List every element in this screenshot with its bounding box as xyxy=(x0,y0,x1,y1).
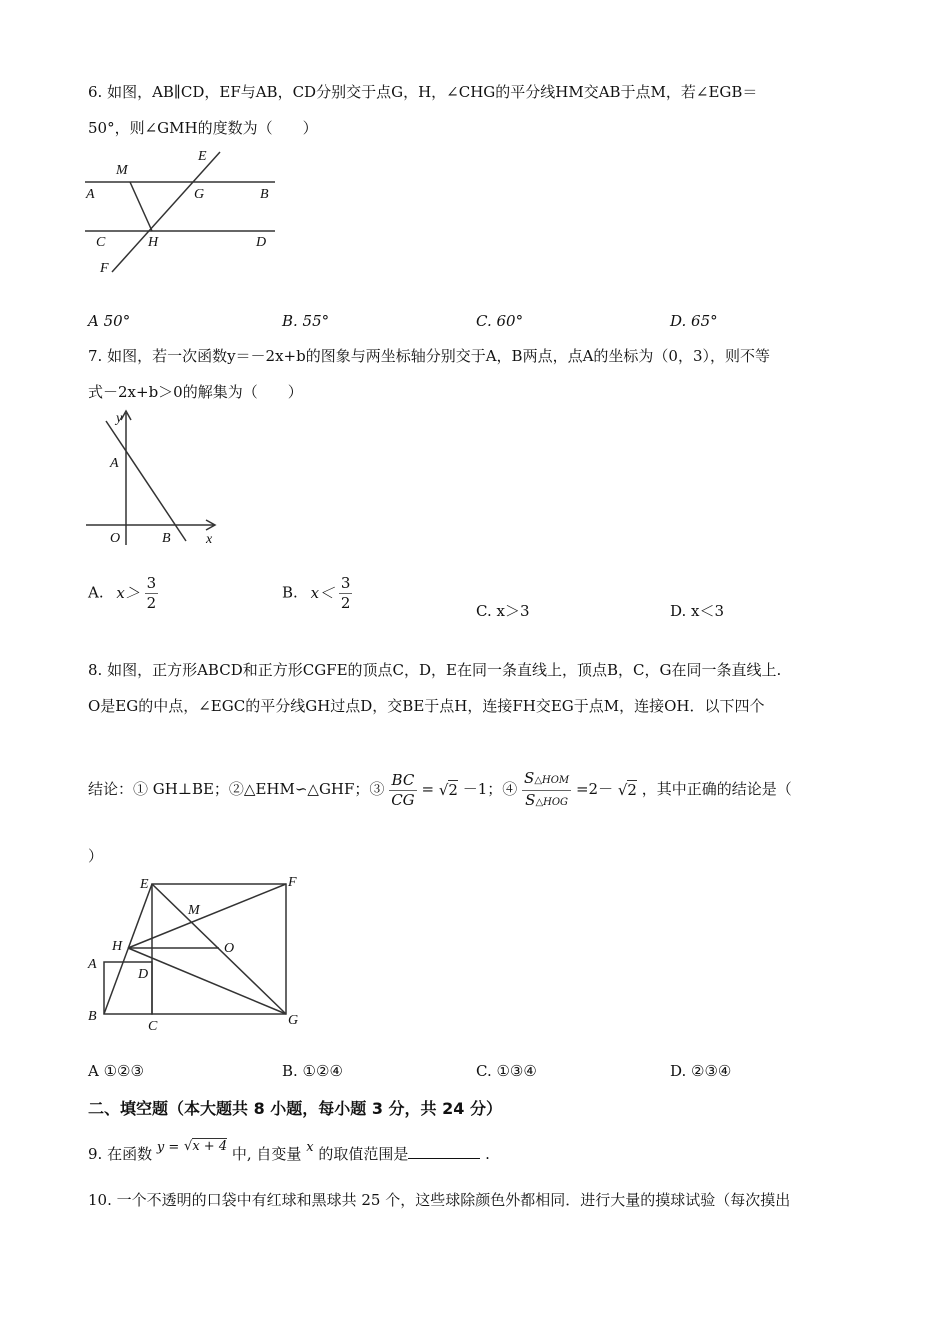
q8-sqrt1 xyxy=(439,763,458,817)
denominator-s: S xyxy=(525,790,536,809)
q9-suffix: 的取值范围是 xyxy=(318,1145,409,1163)
q9-formula-lhs: y = xyxy=(156,1140,180,1155)
denominator-sub: △HOG xyxy=(535,796,569,808)
label-a: A xyxy=(88,957,97,972)
label-c: C xyxy=(148,1019,158,1034)
label-y: y xyxy=(116,411,123,426)
q6-option-d: D. 65° xyxy=(670,312,718,330)
q9-sqrt xyxy=(184,1133,227,1161)
q8-figure xyxy=(82,868,312,1042)
q8-option-a: A ①②③ xyxy=(88,1062,144,1080)
q8-after2: ，其中正确的结论是（ xyxy=(641,780,792,798)
q6-figure xyxy=(80,140,290,284)
label-c: C xyxy=(96,235,106,250)
q9-middle: 中, 自变量 xyxy=(231,1145,302,1163)
q9-answer-blank[interactable] xyxy=(408,1144,480,1159)
fraction-denominator: 2 xyxy=(340,594,351,612)
q8-eq1: = xyxy=(421,780,435,798)
q8-eq2: =2－ xyxy=(575,780,614,798)
label-o: O xyxy=(224,941,235,956)
numerator-sub: △HOM xyxy=(534,774,570,786)
q10-text-line1: 10. 一个不透明的口袋中有红球和黑球共 25 个，这些球除颜色外都相同．进行大量的摸球试验（每次摸出 xyxy=(88,1191,791,1209)
label-f: F xyxy=(288,875,297,890)
fraction-numerator: BC xyxy=(389,771,416,791)
sqrt-radicand: 2 xyxy=(627,781,637,799)
q7-option-a-prefix: A. xyxy=(88,583,104,602)
q9-text xyxy=(88,1140,490,1170)
q7-option-b xyxy=(282,574,352,613)
q8-option-c: C. ①③④ xyxy=(476,1062,537,1080)
label-m: M xyxy=(188,903,200,918)
q8-option-b: B. ①②④ xyxy=(282,1062,343,1080)
label-m: M xyxy=(116,163,128,178)
q6-option-a: A 50° xyxy=(88,312,131,330)
sqrt-radicand: 2 xyxy=(448,781,458,799)
fraction-numerator: 3 xyxy=(146,574,157,592)
fraction-denominator xyxy=(522,791,571,812)
label-b: B xyxy=(260,187,269,202)
q9-radicand: x + 4 xyxy=(192,1139,228,1154)
label-e: E xyxy=(198,149,207,164)
q6-option-c: C. 60° xyxy=(476,312,524,330)
q8-fraction-area-ratio xyxy=(522,769,571,812)
sqrt-sign: √ xyxy=(184,1139,193,1154)
q6-text-line1: 6. 如图，AB∥CD，EF与AB，CD分别交于点G，H，∠CHG的平分线HM交AB于点M，若∠EGB＝ xyxy=(88,83,758,101)
q7-option-a xyxy=(88,574,158,613)
label-d: D xyxy=(138,967,149,982)
q8-conclusion-prefix: 结论：① GH⊥BE；②△EHM∽△GHF；③ xyxy=(88,780,385,798)
fraction-numerator: 3 xyxy=(340,574,351,592)
q6-option-b: B. 55° xyxy=(282,312,330,330)
q8-after1: －1；④ xyxy=(462,780,518,798)
line-ef xyxy=(112,152,220,272)
q9-var: x xyxy=(306,1140,314,1155)
sqrt-sign: √ xyxy=(617,781,628,799)
q7-text-line2: 式－2x+b＞0的解集为（ ） xyxy=(88,383,303,401)
q8-text-line2: O是EG的中点，∠EGC的平分线GH过点D，交BE于点H，连接FH交EG于点M，连接OH．以下四个 xyxy=(88,697,765,715)
q8-conclusions xyxy=(88,762,792,817)
label-g: G xyxy=(194,187,205,202)
line-hm xyxy=(130,182,152,231)
q7-option-b-var: x＜ xyxy=(310,583,335,602)
q8-sqrt2 xyxy=(618,763,637,817)
fraction-numerator xyxy=(522,769,571,791)
q8-option-d: D. ②③④ xyxy=(670,1062,732,1080)
label-a: A xyxy=(86,187,95,202)
label-d: D xyxy=(256,235,267,250)
q7-option-b-fraction xyxy=(339,574,353,613)
q9-end: . xyxy=(485,1145,490,1163)
q7-option-d: D. x＜3 xyxy=(670,602,725,620)
label-b: B xyxy=(162,531,171,546)
q7-text-line1: 7. 如图，若一次函数y＝－2x+b的图象与两坐标轴分别交于A，B两点，点A的坐标为（0，3），则不等 xyxy=(88,347,771,365)
function-line xyxy=(106,421,186,541)
label-g: G xyxy=(288,1013,299,1028)
q7-option-b-prefix: B. xyxy=(282,583,298,602)
label-b: B xyxy=(88,1009,97,1024)
label-f: F xyxy=(100,261,109,276)
q8-fraction-bc-cg xyxy=(389,771,416,810)
label-a: A xyxy=(110,456,119,471)
section-2-title: 二、填空题（本大题共 8 小题，每小题 3 分，共 24 分） xyxy=(88,1099,502,1118)
q7-option-c: C. x＞3 xyxy=(476,602,530,620)
q6-text-line2: 50°，则∠GMH的度数为（ ） xyxy=(88,119,318,137)
sqrt-sign: √ xyxy=(438,781,449,799)
numerator-s: S xyxy=(524,768,535,787)
q8-close-paren: ） xyxy=(88,847,104,865)
q7-option-a-var: x＞ xyxy=(116,583,140,602)
label-h: H xyxy=(148,235,159,250)
label-o: O xyxy=(110,531,121,546)
fraction-denominator: 2 xyxy=(146,594,157,612)
label-h: H xyxy=(112,939,123,954)
line-eg xyxy=(152,884,286,1014)
label-x: x xyxy=(206,532,213,547)
q9-prefix: 9. 在函数 xyxy=(88,1145,153,1163)
label-e: E xyxy=(140,877,149,892)
q8-text-line1: 8. 如图，正方形ABCD和正方形CGFE的顶点C，D，E在同一条直线上，顶点B，C，G在同一条直线上. xyxy=(88,661,782,679)
fraction-denominator: CG xyxy=(391,790,415,809)
q7-figure xyxy=(82,405,227,554)
q7-option-a-fraction xyxy=(145,574,159,613)
